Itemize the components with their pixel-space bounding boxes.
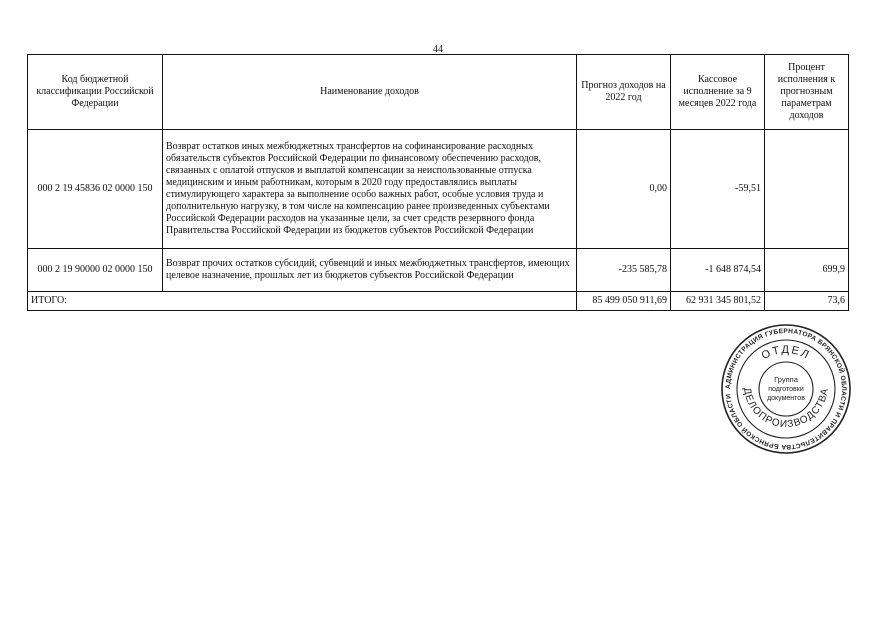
- stamp-center-line: подготовки: [768, 386, 804, 393]
- office-stamp: [720, 323, 852, 455]
- revenue-table: [27, 54, 849, 311]
- row-percent: [765, 130, 849, 249]
- svg-text:ДЕЛОПРОИЗВОДСТВА: [741, 387, 831, 430]
- row-name: Возврат прочих остатков субсидий, субвенций и иных межбюджетных трансфертов, имеющих целевое назначение, прошлых лет из бюджетов субъектов Российской Федерации: [163, 249, 577, 292]
- row-forecast: 0,00: [577, 130, 671, 249]
- row-code: 000 2 19 90000 02 0000 150: [28, 249, 163, 292]
- stamp-arc-top: ОТДЕЛ: [759, 343, 813, 363]
- svg-text:ОТДЕЛ: [760, 344, 813, 362]
- header-actual: Кассовое исполнение за 9 месяцев 2022 года: [671, 55, 765, 130]
- stamp-center-line: Группа: [774, 375, 798, 384]
- table-header-row: [28, 55, 849, 130]
- total-forecast: 85 499 050 911,69: [577, 292, 671, 311]
- stamp-outer-ring: АДМИНИСТРАЦИЯ ГУБЕРНАТОРА БРЯНСКОЙ ОБЛАСТИ И ПРАВИТЕЛЬСТВА БРЯНСКОЙ ОБЛАСТИ: [724, 327, 848, 451]
- page-number: 44: [433, 44, 443, 55]
- total-actual: 62 931 345 801,52: [671, 292, 765, 311]
- row-percent: 699,9: [765, 249, 849, 292]
- total-percent: 73,6: [765, 292, 849, 311]
- header-percent: Процент исполнения к прогнозным параметрам доходов: [765, 55, 849, 130]
- stamp-arc-bottom: ДЕЛОПРОИЗВОДСТВА: [740, 386, 832, 431]
- total-row: [28, 292, 849, 311]
- row-code: 000 2 19 45836 02 0000 150: [28, 130, 163, 249]
- header-code: Код бюджетной классификации Российской Федерации: [28, 55, 163, 130]
- table-row: [28, 130, 849, 249]
- table-row: [28, 249, 849, 292]
- row-name: Возврат остатков иных межбюджетных трансфертов на софинансирование расходных обязательств субъектов Российской Федерации по финансовому обеспечению расходов, связанных с оплатой отпусков и выплатой компенсации за неиспользованные отпуска медицинским и иным работникам, которым в 2020 году предоставлялись выплаты стимулирующего характера за выполнение особо важных работ, особые условия труда и дополнительную нагрузку, в том числе на компенсацию ранее произведенных субъектами Российской Федерации расходов на указанные цели, за счет средств резервного фонда Правительства Российской Федерации из бюджетов субъектов Российской Федерации: [163, 130, 577, 249]
- row-actual: -1 648 874,54: [671, 249, 765, 292]
- row-actual: -59,51: [671, 130, 765, 249]
- header-name: Наименование доходов: [163, 55, 577, 130]
- row-forecast: -235 585,78: [577, 249, 671, 292]
- stamp-center-line: документов: [767, 395, 805, 402]
- total-label: ИТОГО:: [28, 292, 577, 311]
- header-forecast: Прогноз доходов на 2022 год: [577, 55, 671, 130]
- stamp-seal-icon: [720, 323, 852, 455]
